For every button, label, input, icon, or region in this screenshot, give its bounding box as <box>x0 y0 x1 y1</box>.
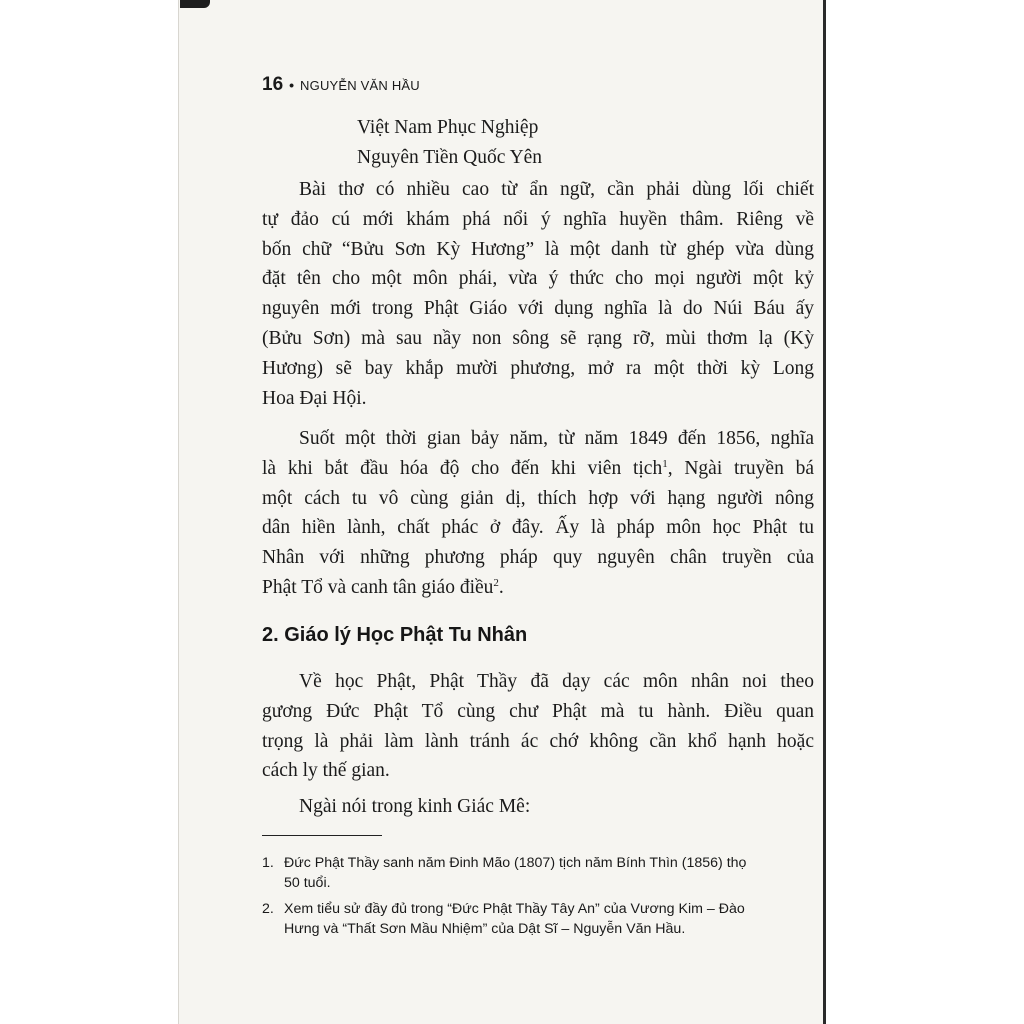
footnote-1 <box>262 853 814 893</box>
text-line: cách ly thế gian. <box>262 760 390 782</box>
text-line: gương Đức Phật Tổ cùng chư Phật mà tu hành. Điều quan <box>262 700 814 722</box>
text-line: Suốt một thời gian bảy năm, từ năm 1849 đến 1856, nghĩa <box>299 428 814 449</box>
text-line: Hoa Đại Hội. <box>262 387 367 409</box>
text-line: một cách tu vô cùng giản dị, thích hợp với hạng người nông <box>262 487 814 509</box>
footnotes <box>262 853 814 945</box>
footnote-line: Hưng và “Thất Sơn Mầu Nhiệm” của Dật Sĩ – Nguyễn Văn Hầu. <box>284 921 686 937</box>
text-line: (Bửu Sơn) mà sau nầy non sông sẽ rạng rỡ, mùi thơm lạ (Kỳ <box>262 327 814 349</box>
text-segment: . <box>498 576 504 598</box>
footnote-ref-1[interactable]: 1 <box>662 457 668 470</box>
text-line: dân hiền lành, chất phác ở đây. Ấy là pháp môn học Phật tu <box>262 517 814 539</box>
footnote-number: 2. <box>262 901 274 917</box>
footnote-line: 50 tuổi. <box>284 875 331 891</box>
text-line: bốn chữ “Bửu Sơn Kỳ Hương” là một danh từ ghép vừa dùng <box>262 238 814 260</box>
text-line: Về học Phật, Phật Thầy đã dạy các môn nhân noi theo <box>299 671 814 692</box>
body-paragraph-1 <box>262 175 814 413</box>
running-head-separator: • <box>289 77 295 93</box>
text-line: Hương) sẽ bay khắp mười phương, mở ra một thời kỳ Long <box>262 357 814 379</box>
text-line: đặt tên cho một môn phái, vừa ý thức cho mọi người một kỷ <box>262 268 814 290</box>
section-paragraph-1 <box>262 667 814 786</box>
text-line-with-footnote <box>262 454 814 484</box>
footnote-divider <box>262 835 382 836</box>
verse-block <box>357 113 542 172</box>
footnote-ref-2[interactable]: 2 <box>493 576 499 589</box>
text-line: trọng là phải làm lành tránh ác chớ không cần khổ hạnh hoặc <box>262 730 814 752</box>
text-segment: , Ngài truyền bá <box>667 457 814 479</box>
footnote-2 <box>262 899 814 939</box>
running-head <box>262 74 420 96</box>
footnote-number: 1. <box>262 855 274 871</box>
body-paragraph-2 <box>262 424 814 603</box>
page-number: 16 <box>262 74 284 95</box>
text-segment: là khi bắt đầu hóa độ cho đến khi viên tịch <box>262 457 663 479</box>
text-line: Bài thơ có nhiều cao từ ẩn ngữ, cần phải dùng lối chiết <box>299 179 814 200</box>
footnote-line: Xem tiểu sử đầy đủ trong “Đức Phật Thầy Tây An” của Vương Kim – Đào <box>284 901 745 917</box>
running-head-author: NGUYỄN VĂN HẦU <box>300 78 420 93</box>
verse-line-1: Việt Nam Phục Nghiệp <box>357 117 539 138</box>
text-line-with-footnote <box>262 573 814 603</box>
text-line: tự đảo cú mới khám phá nổi ý nghĩa huyền thâm. Riêng về <box>262 208 814 230</box>
text-segment: Phật Tổ và canh tân giáo điều <box>262 576 494 598</box>
verse-line-2: Nguyên Tiền Quốc Yên <box>357 146 543 168</box>
section-paragraph-2 <box>262 792 814 822</box>
scan-corner-mark <box>180 0 210 8</box>
footnote-line: Đức Phật Thầy sanh năm Đinh Mão (1807) tịch năm Bính Thìn (1856) thọ <box>284 855 747 871</box>
text-line: nguyên mới trong Phật Giáo với dụng nghĩa là do Núi Báu ấy <box>262 298 814 320</box>
text-line: Nhân với những phương pháp quy nguyên chân truyền của <box>262 547 814 569</box>
text-line: Ngài nói trong kinh Giác Mê: <box>299 796 531 817</box>
section-heading: 2. Giáo lý Học Phật Tu Nhân <box>262 624 528 646</box>
